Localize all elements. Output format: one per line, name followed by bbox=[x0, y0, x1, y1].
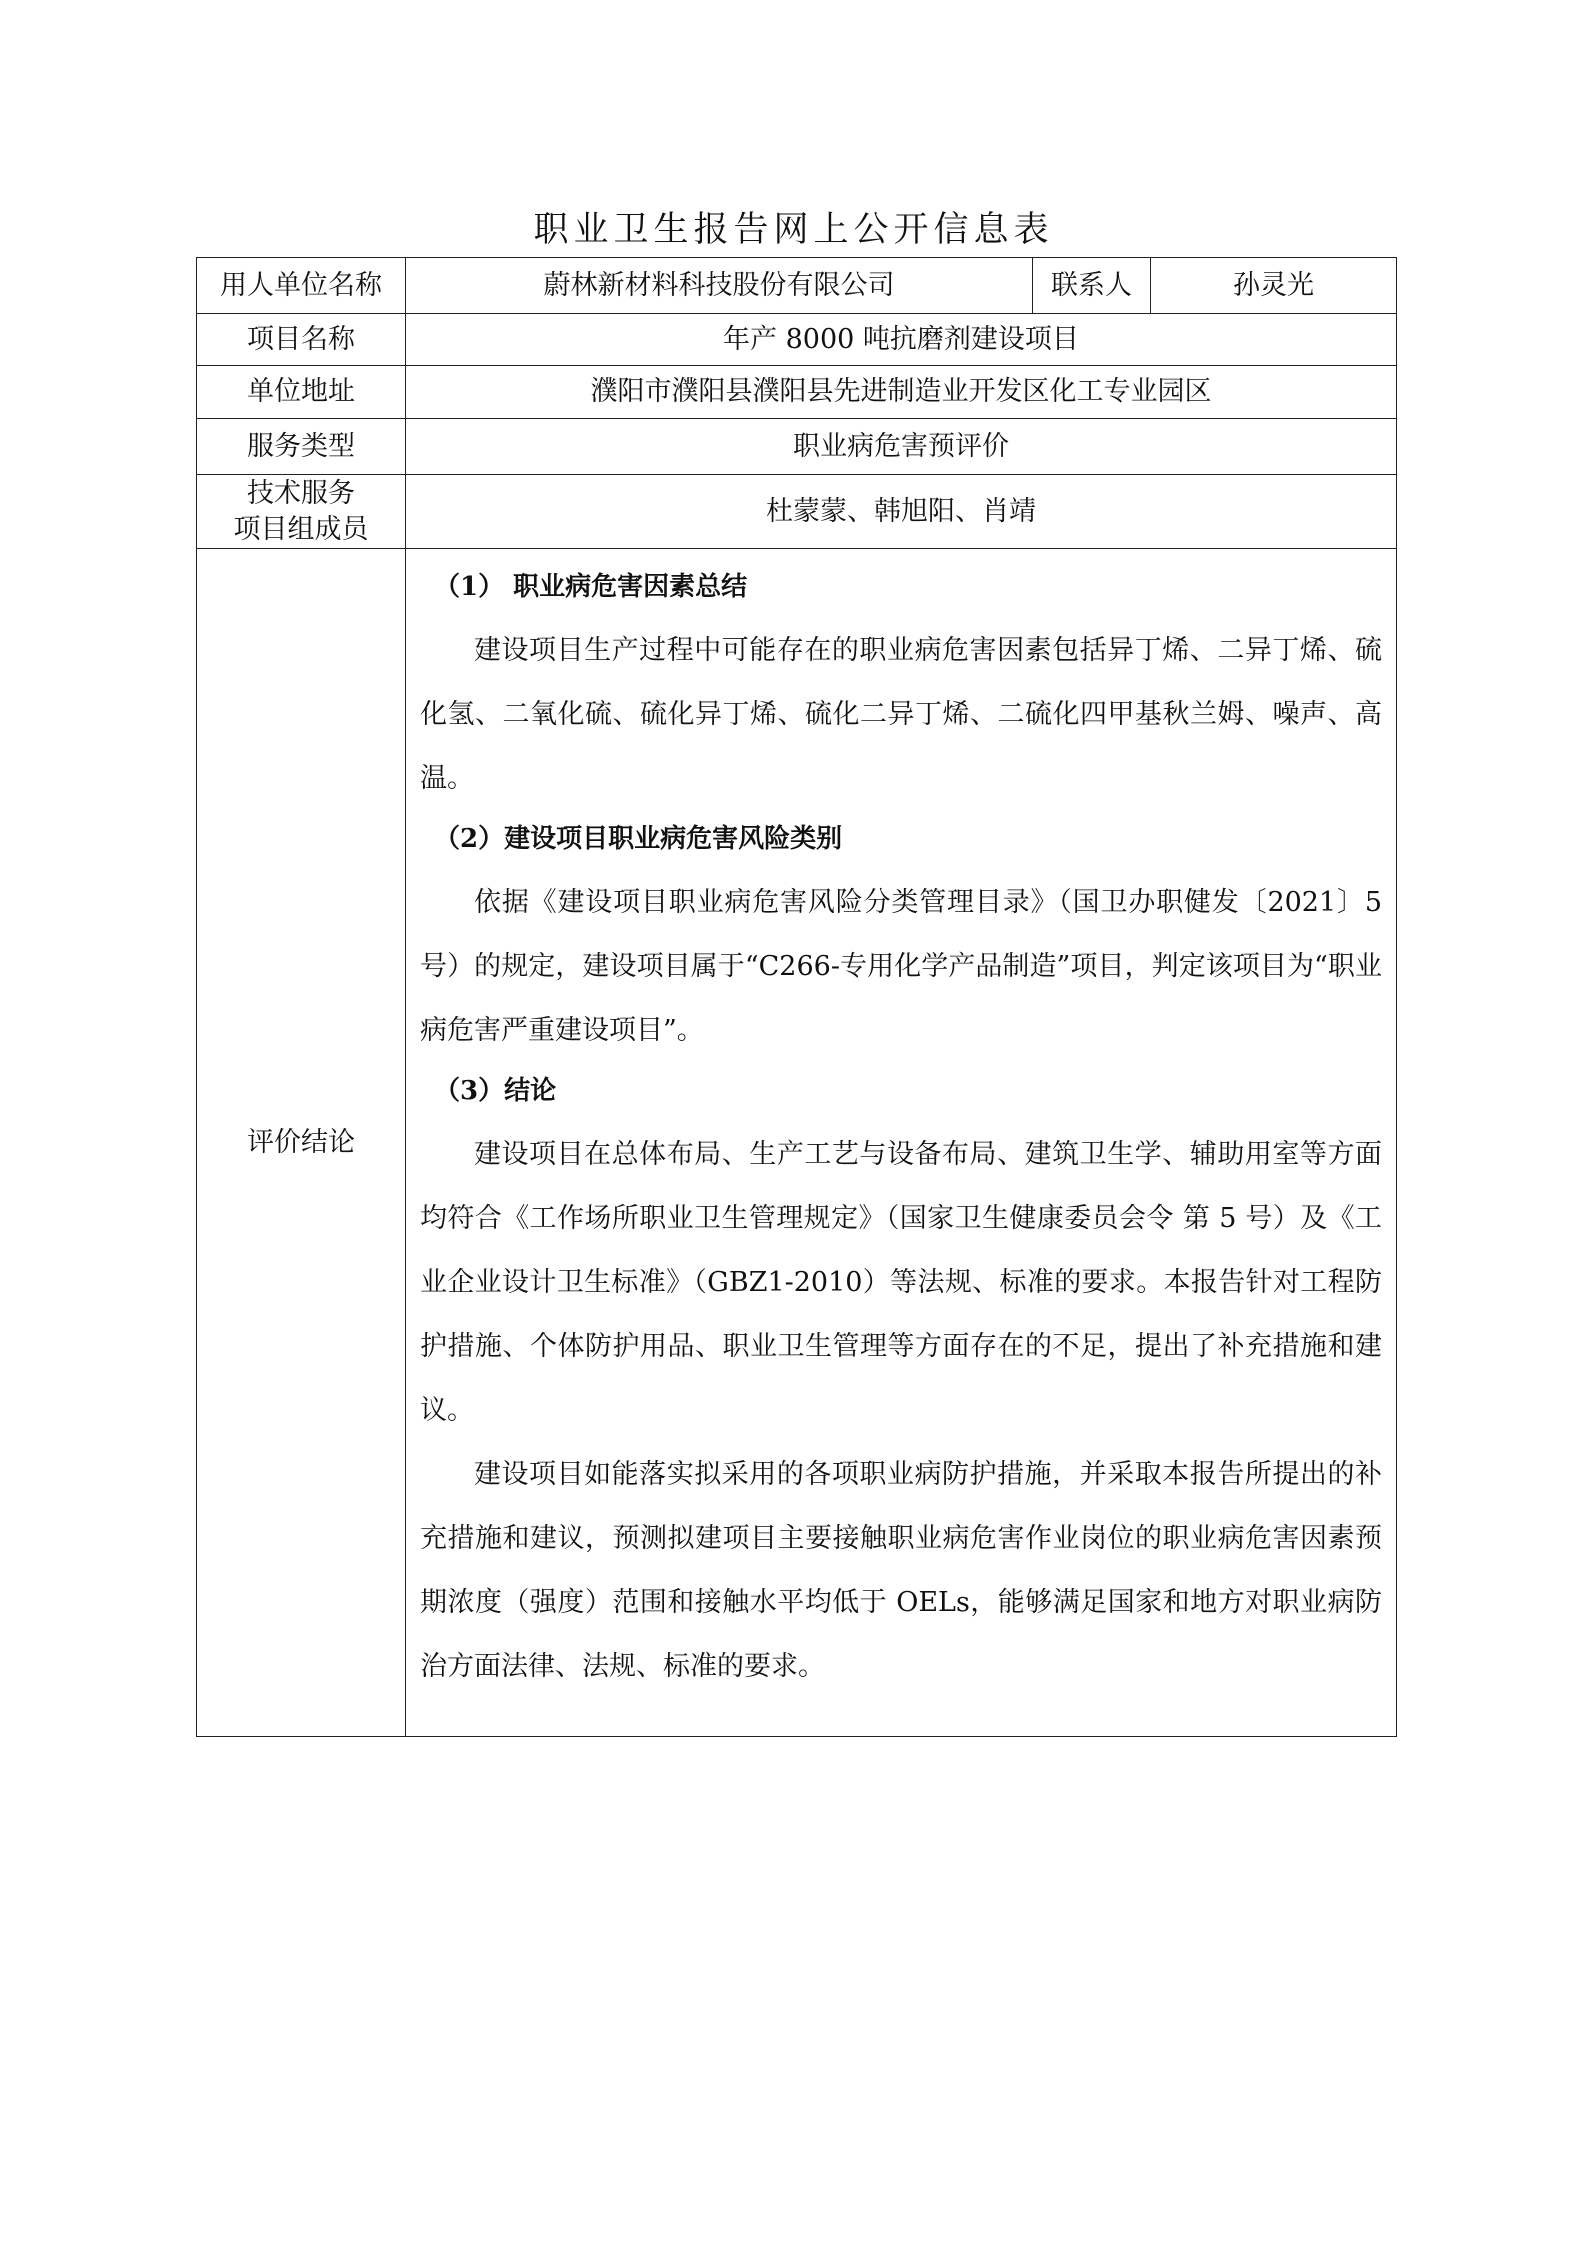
conclusion-content bbox=[406, 549, 1397, 1737]
project-label: 项目名称 bbox=[197, 314, 406, 366]
contact-value: 孙灵光 bbox=[1151, 258, 1397, 314]
employer-row bbox=[197, 258, 1397, 314]
section1-title: （1） 职业病危害因素总结 bbox=[434, 572, 748, 602]
info-table bbox=[196, 257, 1397, 1737]
service-row bbox=[197, 419, 1397, 475]
section1-text: 建设项目生产过程中可能存在的职业病危害因素包括异丁烯、二异丁烯、硫化氢、二氧化硫、硫化异丁烯、硫化二异丁烯、二硫化四甲基秋兰姆、噪声、高温。 bbox=[420, 635, 1382, 794]
section2-title: （2）建设项目职业病危害风险类别 bbox=[434, 824, 843, 854]
contact-label: 联系人 bbox=[1033, 258, 1151, 314]
project-value: 年产 8000 吨抗磨剂建设项目 bbox=[406, 314, 1397, 366]
members-value: 杜蒙蒙、韩旭阳、肖靖 bbox=[406, 475, 1397, 549]
members-label bbox=[197, 475, 406, 549]
members-row bbox=[197, 475, 1397, 549]
employer-label: 用人单位名称 bbox=[197, 258, 406, 314]
section3-title: （3）结论 bbox=[434, 1076, 557, 1106]
address-value: 濮阳市濮阳县濮阳县先进制造业开发区化工专业园区 bbox=[406, 366, 1397, 419]
service-label: 服务类型 bbox=[197, 419, 406, 475]
address-label: 单位地址 bbox=[197, 366, 406, 419]
project-row bbox=[197, 314, 1397, 366]
members-label-line2: 项目组成员 bbox=[233, 513, 369, 545]
section3-text2: 建设项目如能落实拟采用的各项职业病防护措施，并采取本报告所提出的补充措施和建议，预测拟建项目主要接触职业病危害作业岗位的职业病危害因素预期浓度（强度）范围和接触水平均低于 OELs，能够满足国家和地方对职业病防治方面法律、法规、标准的要求。 bbox=[420, 1459, 1382, 1682]
section2-text: 依据《建设项目职业病危害风险分类管理目录》（国卫办职健发〔2021〕5号）的规定，建设项目属于“C266-专用化学产品制造”项目，判定该项目为“职业病危害严重建设项目”。 bbox=[420, 887, 1382, 1046]
conclusion-label: 评价结论 bbox=[197, 549, 406, 1737]
section3-text1: 建设项目在总体布局、生产工艺与设备布局、建筑卫生学、辅助用室等方面均符合《工作场所职业卫生管理规定》（国家卫生健康委员会令 第 5 号）及《工业企业设计卫生标准》（GBZ1-2010）等法规、标准的要求。本报告针对工程防护措施、个体防护用品、职业卫生管理等方面存在的不足，提出了补充措施和建议。 bbox=[420, 1139, 1382, 1426]
employer-value: 蔚林新材料科技股份有限公司 bbox=[406, 258, 1033, 314]
members-label-line1: 技术服务 bbox=[247, 477, 355, 509]
service-value: 职业病危害预评价 bbox=[406, 419, 1397, 475]
document-title: 职业卫生报告网上公开信息表 bbox=[533, 210, 1054, 250]
conclusion-row bbox=[197, 549, 1397, 1737]
address-row bbox=[197, 366, 1397, 419]
